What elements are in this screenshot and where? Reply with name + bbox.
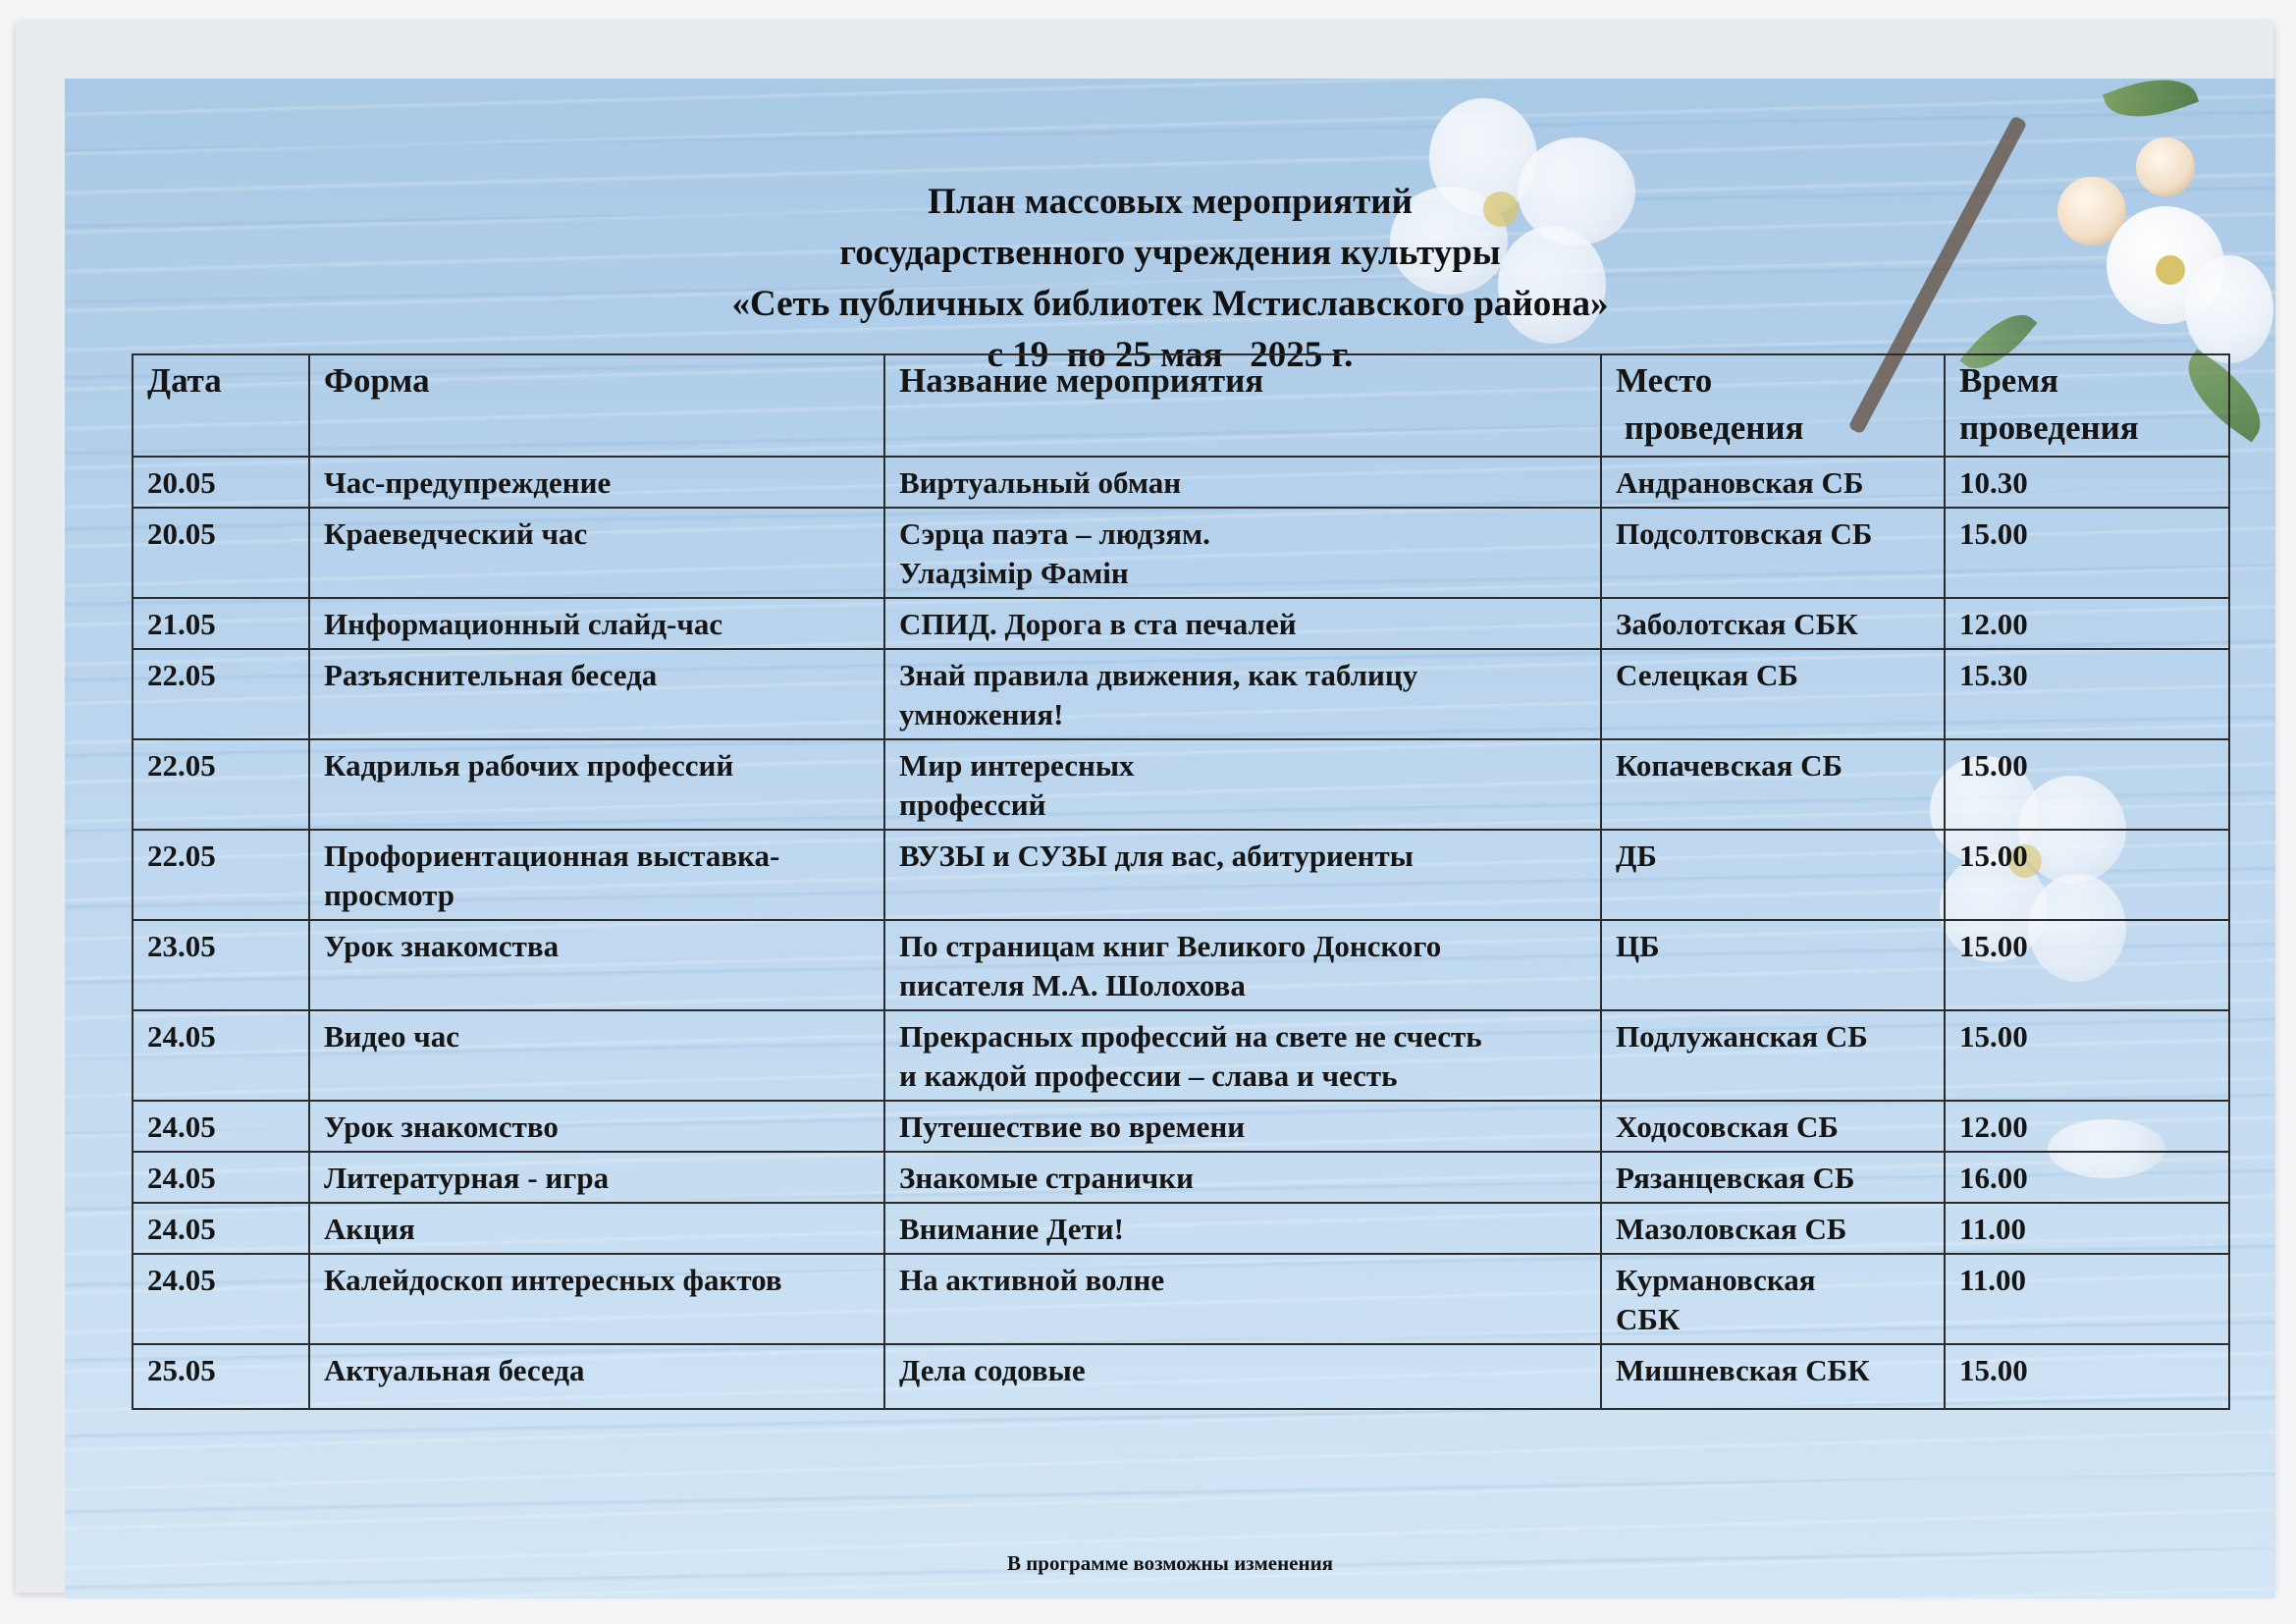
table-row xyxy=(133,1152,2229,1203)
cell-place: Подлужанская СБ xyxy=(1601,1010,1945,1101)
cell-time: 11.00 xyxy=(1945,1203,2229,1254)
table-header-row xyxy=(133,354,2229,457)
cell-date: 24.05 xyxy=(133,1203,309,1254)
cell-place: Рязанцевская СБ xyxy=(1601,1152,1945,1203)
cell-place: Копачевская СБ xyxy=(1601,739,1945,830)
cell-place: Заболотская СБК xyxy=(1601,598,1945,649)
title-line: с 19 по 25 мая 2025 г. xyxy=(987,335,1354,375)
cell-date: 24.05 xyxy=(133,1010,309,1101)
cell-time: 15.30 xyxy=(1945,649,2229,739)
cell-date: 24.05 xyxy=(133,1254,309,1344)
title-line: План массовых мероприятий xyxy=(928,182,1413,222)
cell-event-name: По страницам книг Великого Донского писателя М.А. Шолохова xyxy=(884,920,1601,1010)
cell-time: 12.00 xyxy=(1945,598,2229,649)
table-row xyxy=(133,1203,2229,1254)
cell-date: 24.05 xyxy=(133,1101,309,1152)
cell-place: ДБ xyxy=(1601,830,1945,920)
table-row xyxy=(133,1010,2229,1101)
cell-date: 24.05 xyxy=(133,1152,309,1203)
header-place: Место проведения xyxy=(1601,354,1945,457)
cell-place: ЦБ xyxy=(1601,920,1945,1010)
cell-time: 10.30 xyxy=(1945,457,2229,508)
cell-place: Селецкая СБ xyxy=(1601,649,1945,739)
cell-event-name: СПИД. Дорога в ста печалей xyxy=(884,598,1601,649)
cell-time: 15.00 xyxy=(1945,920,2229,1010)
footer-note: В программе возможны изменения xyxy=(1006,1551,1334,1575)
cell-date: 23.05 xyxy=(133,920,309,1010)
cell-form: Информационный слайд-час xyxy=(309,598,884,649)
title-line: «Сеть публичных библиотек Мстиславского района» xyxy=(731,284,1609,324)
cell-place: Мишневская СБК xyxy=(1601,1344,1945,1409)
table-row xyxy=(133,598,2229,649)
cell-place: Мазоловская СБ xyxy=(1601,1203,1945,1254)
cell-date: 25.05 xyxy=(133,1344,309,1409)
cell-form: Кадрилья рабочих профессий xyxy=(309,739,884,830)
cell-form: Акция xyxy=(309,1203,884,1254)
cell-form: Час-предупреждение xyxy=(309,457,884,508)
cell-place: Андрановская СБ xyxy=(1601,457,1945,508)
cell-date: 22.05 xyxy=(133,830,309,920)
table-row xyxy=(133,1344,2229,1409)
cell-place: Ходосовская СБ xyxy=(1601,1101,1945,1152)
cell-date: 22.05 xyxy=(133,649,309,739)
table-row xyxy=(133,1254,2229,1344)
cell-time: 15.00 xyxy=(1945,830,2229,920)
header-event-name: Название мероприятия xyxy=(884,354,1601,457)
picture-frame xyxy=(16,22,2273,1593)
cell-form: Калейдоскоп интересных фактов xyxy=(309,1254,884,1344)
table-row xyxy=(133,649,2229,739)
header-form: Форма xyxy=(309,354,884,457)
cell-form: Урок знакомство xyxy=(309,1101,884,1152)
cell-place: Подсолтовская СБ xyxy=(1601,508,1945,598)
schedule-board xyxy=(65,79,2275,1598)
cell-form: Актуальная беседа xyxy=(309,1344,884,1409)
cell-form: Видео час xyxy=(309,1010,884,1101)
table-row xyxy=(133,739,2229,830)
header-date: Дата xyxy=(133,354,309,457)
title-line: государственного учреждения культуры xyxy=(839,233,1501,273)
cell-date: 20.05 xyxy=(133,508,309,598)
cell-event-name: Знай правила движения, как таблицу умножения! xyxy=(884,649,1601,739)
cell-event-name: Дела содовые xyxy=(884,1344,1601,1409)
table-row xyxy=(133,1101,2229,1152)
cell-event-name: Прекрасных профессий на свете не счесть и каждой профессии – слава и честь xyxy=(884,1010,1601,1101)
cell-form: Урок знакомства xyxy=(309,920,884,1010)
cell-time: 11.00 xyxy=(1945,1254,2229,1344)
cell-time: 16.00 xyxy=(1945,1152,2229,1203)
cell-form: Краеведческий час xyxy=(309,508,884,598)
cell-time: 15.00 xyxy=(1945,1010,2229,1101)
cell-event-name: Путешествие во времени xyxy=(884,1101,1601,1152)
events-table xyxy=(132,353,2230,1410)
cell-event-name: Внимание Дети! xyxy=(884,1203,1601,1254)
table-row xyxy=(133,457,2229,508)
cell-event-name: Знакомые странички xyxy=(884,1152,1601,1203)
table-row xyxy=(133,920,2229,1010)
cell-date: 22.05 xyxy=(133,739,309,830)
cell-time: 12.00 xyxy=(1945,1101,2229,1152)
leaf-decoration xyxy=(2103,79,2199,132)
document-title xyxy=(65,177,2275,381)
table-row xyxy=(133,830,2229,920)
cell-form: Разъяснительная беседа xyxy=(309,649,884,739)
cell-event-name: Виртуальный обман xyxy=(884,457,1601,508)
cell-form: Профориентационная выставка- просмотр xyxy=(309,830,884,920)
cell-form: Литературная - игра xyxy=(309,1152,884,1203)
cell-time: 15.00 xyxy=(1945,739,2229,830)
cell-event-name: Сэрца паэта – людзям. Уладзімір Фамін xyxy=(884,508,1601,598)
cell-time: 15.00 xyxy=(1945,1344,2229,1409)
table-row xyxy=(133,508,2229,598)
cell-event-name: ВУЗЫ и СУЗЫ для вас, абитуриенты xyxy=(884,830,1601,920)
header-time: Время проведения xyxy=(1945,354,2229,457)
cell-place: Курмановская СБК xyxy=(1601,1254,1945,1344)
cell-date: 21.05 xyxy=(133,598,309,649)
cell-date: 20.05 xyxy=(133,457,309,508)
cell-time: 15.00 xyxy=(1945,508,2229,598)
cell-event-name: На активной волне xyxy=(884,1254,1601,1344)
cell-event-name: Мир интересных профессий xyxy=(884,739,1601,830)
